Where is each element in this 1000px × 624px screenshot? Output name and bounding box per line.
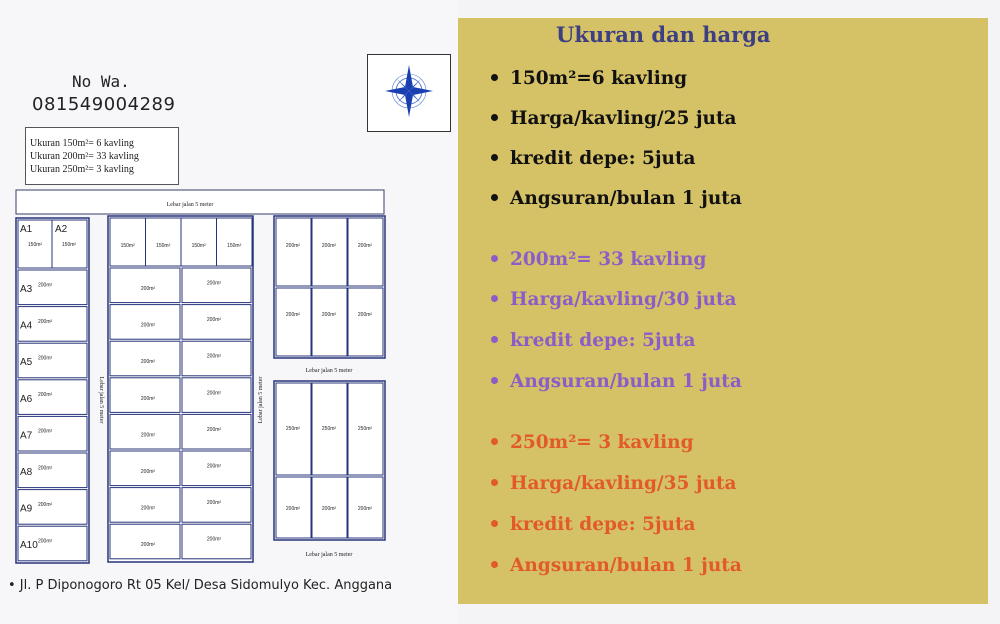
lot-size: 200m² (321, 312, 337, 318)
bullet-dot (491, 561, 498, 568)
lot-b-top (110, 218, 146, 266)
lot-id: A3 (20, 283, 33, 295)
price-item (491, 68, 687, 89)
lot-size: 200m² (140, 322, 156, 329)
price-item (491, 473, 737, 494)
lot-size: 150m² (227, 243, 242, 249)
lot-id: A1 (20, 224, 33, 235)
price-item-text: Harga/kavling/25 juta (510, 108, 737, 129)
lot-size: 150m² (27, 242, 43, 248)
price-panel (458, 18, 988, 604)
legend-line: Ukuran 250m²= 3 kavling (30, 164, 134, 175)
price-title: Ukuran dan harga (556, 22, 771, 47)
lot-c-top (348, 218, 383, 286)
price-item (491, 555, 742, 576)
lot-size: 200m² (38, 501, 53, 508)
price-item-text: Angsuran/bulan 1 juta (510, 188, 742, 209)
lot-b-top (181, 218, 217, 266)
bullet-dot (491, 114, 498, 121)
bullet-dot (491, 479, 498, 486)
lot-c-second (276, 288, 311, 356)
bullet-dot (491, 336, 498, 343)
lot-size: 200m² (38, 538, 53, 545)
price-item (491, 108, 737, 129)
price-item-text: Angsuran/bulan 1 juta (510, 555, 742, 576)
lot-b-top (217, 218, 253, 266)
price-item (491, 514, 696, 535)
lot-size: 200m² (206, 280, 222, 287)
price-item-text: 150m²=6 kavling (510, 68, 688, 89)
price-item-text: Angsuran/bulan 1 juta (510, 371, 742, 392)
lot-id: A6 (20, 393, 33, 405)
lot-size: 200m² (357, 506, 373, 512)
lot-size: 200m² (140, 359, 156, 366)
whatsapp-label: No Wa. (72, 72, 130, 91)
price-item-text: Harga/kavling/35 juta (510, 473, 737, 494)
lot-id: A2 (55, 224, 68, 235)
price-item (491, 371, 742, 392)
lot-size: 250m² (285, 426, 301, 432)
lot-size: 200m² (285, 243, 301, 249)
price-item (491, 289, 737, 310)
bullet-dot (491, 295, 498, 302)
lot-c-second (312, 288, 347, 356)
lot-size: 200m² (38, 465, 53, 472)
address: • Jl. P Diponogoro Rt 05 Kel/ Desa Sidomulyo Kec. Anggana (8, 578, 393, 593)
lot-size: 150m² (61, 242, 77, 248)
price-item-text: kredit depe: 5juta (510, 148, 696, 169)
lot-size: 200m² (206, 353, 222, 360)
lot-b-top (146, 218, 182, 266)
lot-id: A9 (20, 503, 33, 515)
price-item (491, 330, 696, 351)
road-label: Lebar jalan 5 meter (166, 202, 214, 208)
lot-id: A5 (20, 357, 33, 369)
lot-id: A7 (20, 430, 33, 442)
lot-size: 200m² (206, 500, 222, 507)
bullet-dot (491, 154, 498, 161)
lot-size: 200m² (38, 428, 53, 435)
lot-size: 200m² (321, 243, 337, 249)
lot-size: 200m² (38, 355, 53, 362)
lot-c-top (312, 218, 347, 286)
lot-size: 200m² (38, 282, 53, 289)
lot-size: 200m² (140, 285, 156, 292)
bullet-dot (491, 377, 498, 384)
lot-size: 150m² (120, 243, 135, 249)
lot-size: 200m² (140, 542, 156, 549)
price-item (491, 148, 696, 169)
lot-size: 200m² (206, 317, 222, 324)
lot-id: A10 (20, 540, 38, 552)
lot-size: 200m² (321, 506, 337, 512)
lot-size: 250m² (321, 426, 337, 432)
lot-size: 200m² (140, 468, 156, 475)
lot-size: 200m² (38, 392, 53, 399)
price-item-text: 200m²= 33 kavling (510, 249, 707, 270)
road-label: Lebar jalan 5 meter (258, 376, 264, 424)
lot-size: 200m² (285, 506, 301, 512)
lot-size: 200m² (206, 536, 222, 543)
lot-map (0, 0, 458, 600)
lot-size: 200m² (140, 395, 156, 402)
lot-id: A8 (20, 466, 33, 478)
lot-size: 150m² (191, 243, 206, 249)
price-item-text: 250m²= 3 kavling (510, 432, 694, 453)
price-item-text: kredit depe: 5juta (510, 514, 696, 535)
lot-size: 200m² (140, 505, 156, 512)
bullet-dot (491, 438, 498, 445)
legend-line: Ukuran 200m²= 33 kavling (30, 151, 139, 162)
price-item-text: Harga/kavling/30 juta (510, 289, 737, 310)
lot-size: 200m² (285, 312, 301, 318)
lot-size: 150m² (156, 243, 171, 249)
road-label: Lebar jalan 5 meter (305, 368, 353, 374)
road-label: Lebar jalan 5 meter (98, 376, 104, 424)
site-plan-panel (0, 0, 458, 624)
lot-c-top (276, 218, 311, 286)
bullet-dot (491, 520, 498, 527)
bullet-dot (491, 194, 498, 201)
lot-size: 200m² (357, 312, 373, 318)
bullet-dot (491, 255, 498, 262)
lot-size: 200m² (206, 463, 222, 470)
lot-size: 200m² (38, 318, 53, 325)
lot-size: 200m² (357, 243, 373, 249)
lot-size: 200m² (140, 432, 156, 439)
legend-line: Ukuran 150m²= 6 kavling (30, 138, 134, 149)
lot-id: A4 (20, 320, 33, 332)
lot-c-second (348, 288, 383, 356)
whatsapp-number: 081549004289 (32, 94, 176, 115)
price-item (491, 249, 706, 270)
bullet-dot (491, 74, 498, 81)
lot-size: 200m² (206, 390, 222, 397)
price-item (491, 188, 742, 209)
price-item-text: kredit depe: 5juta (510, 330, 696, 351)
lot-size: 250m² (357, 426, 373, 432)
lot-size: 200m² (206, 426, 222, 433)
price-item (491, 432, 694, 453)
road-label: Lebar jalan 5 meter (305, 552, 353, 558)
